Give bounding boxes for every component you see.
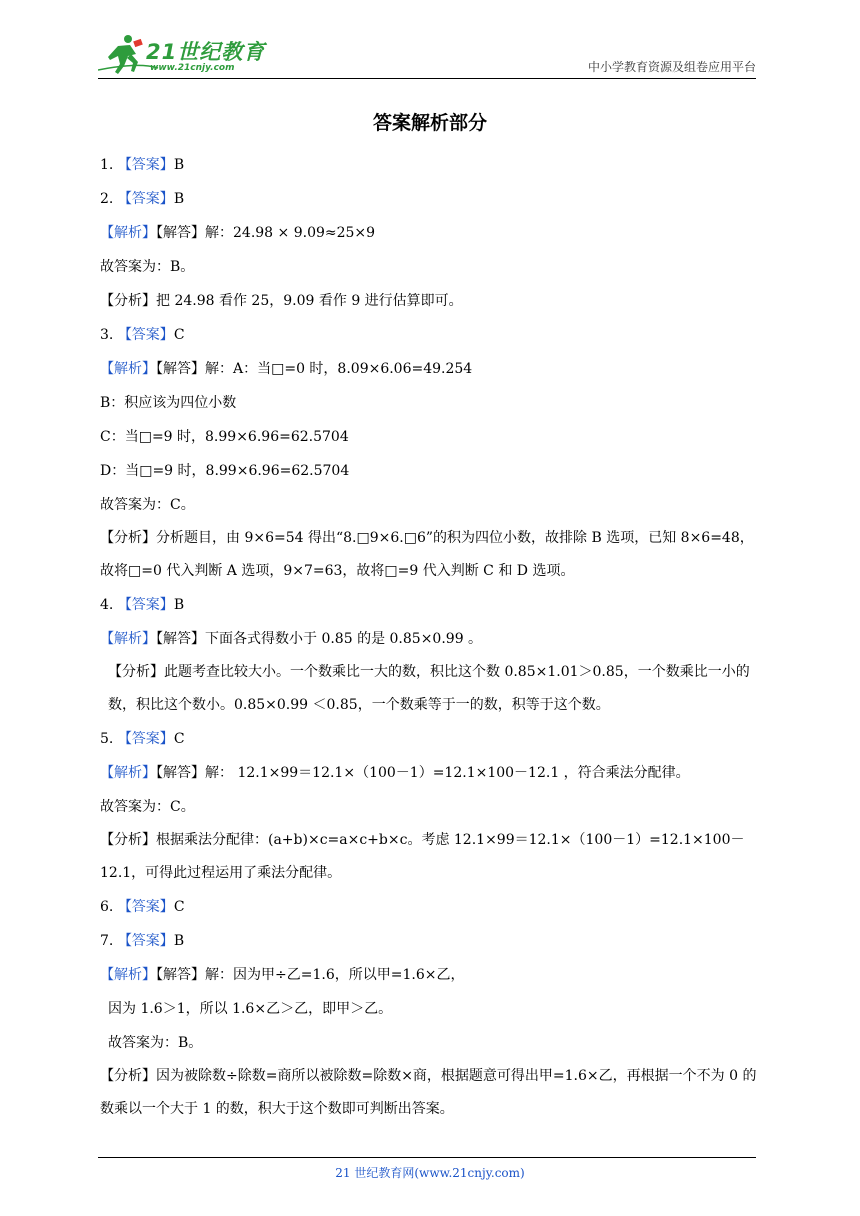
- jiexi-text: 【解答】下面各式得数小于 0.85 的是 0.85×0.99 。: [156, 631, 483, 647]
- q5-answer: [100, 722, 765, 756]
- answer-value: C: [173, 327, 185, 343]
- q3-analysis: 【分析】分析题目，由 9×6=54 得出“8.□9×6.□6”的积为四位小数，故排除 B 选项，已知 8×6=48，故将□=0 代入判断 A 选项，9×7=63，故将□=9 代入判断 C 和 D 选项。: [100, 530, 754, 579]
- q-number: 6.: [100, 899, 114, 915]
- q5-jiexi: [100, 756, 765, 790]
- jiexi-tag: 【解析】: [100, 361, 156, 377]
- answer-value: C: [173, 899, 185, 915]
- q-number: 5.: [100, 731, 114, 747]
- answer-content: [100, 148, 765, 1126]
- page-header: [98, 30, 756, 79]
- logo-text: 21世纪教育: [146, 40, 266, 64]
- answer-value: B: [173, 933, 185, 949]
- logo-url: www.21cnjy.com: [150, 63, 235, 73]
- q5-conclusion: 故答案为：C。: [100, 799, 195, 815]
- answer-value: B: [173, 597, 185, 613]
- answer-tag: 【答案】: [117, 899, 174, 915]
- q7-analysis: 【分析】因为被除数÷除数=商所以被除数=除数×商，根据题意可得出甲=1.6×乙，再根据一个不为 0 的数乘以一个大于 1 的数，积大于这个数即可判断出答案。: [100, 1068, 757, 1117]
- q3-jiexi: [100, 352, 765, 386]
- q-number: 3.: [100, 327, 114, 343]
- answer-tag: 【答案】: [117, 933, 174, 949]
- answer-tag: 【答案】: [117, 327, 174, 343]
- q2-conclusion: 故答案为：B。: [100, 259, 195, 275]
- page-footer[interactable]: 21 世纪教育网(www.21cnjy.com): [335, 1166, 525, 1180]
- q5-analysis: 【分析】根据乘法分配律：(a+b)×c=a×c+b×c。考虑 12.1×99＝12.1×（100－1）=12.1×100－12.1，可得此过程运用了乘法分配律。: [100, 832, 745, 881]
- q-number: 2.: [100, 191, 114, 207]
- answer-value: B: [173, 191, 185, 207]
- jiexi-text: 【解答】解： 12.1×99＝12.1×（100－1）=12.1×100－12.1 ，符合乘法分配律。: [156, 765, 690, 781]
- answer-value: C: [173, 731, 185, 747]
- jiexi-text: 【解答】解：24.98 × 9.09≈25×9: [156, 225, 376, 241]
- answer-tag: 【答案】: [117, 731, 174, 747]
- q2-jiexi: [100, 216, 765, 250]
- q-number: 7.: [100, 933, 114, 949]
- page-title: 答案解析部分: [372, 112, 487, 134]
- answer-value: B: [173, 157, 185, 173]
- q3-line-b: B：积应该为四位小数: [100, 395, 237, 411]
- footer-divider: [98, 1157, 756, 1158]
- jiexi-tag: 【解析】: [100, 631, 156, 647]
- q1-answer: [100, 148, 765, 182]
- q3-line-d: D：当□=9 时，8.99×6.96=62.5704: [100, 463, 350, 479]
- q2-analysis: 【分析】把 24.98 看作 25，9.09 看作 9 进行估算即可。: [100, 293, 463, 309]
- site-name: 中小学教育资源及组卷应用平台: [587, 60, 756, 74]
- jiexi-text: 【解答】解：A：当□=0 时，8.09×6.06=49.254: [156, 361, 473, 377]
- q2-answer: [100, 182, 765, 216]
- jiexi-text: 【解答】解：因为甲÷乙=1.6，所以甲=1.6×乙，: [156, 967, 465, 983]
- q7-conclusion: 故答案为：B。: [108, 1035, 203, 1051]
- q7-answer: [100, 924, 765, 958]
- q3-conclusion: 故答案为：C。: [100, 497, 195, 513]
- q3-answer: [100, 318, 765, 352]
- answer-tag: 【答案】: [117, 191, 174, 207]
- jiexi-tag: 【解析】: [100, 967, 156, 983]
- q7-jiexi: [100, 958, 765, 992]
- answer-tag: 【答案】: [117, 597, 174, 613]
- q3-line-c: C：当□=9 时，8.99×6.96=62.5704: [100, 429, 349, 445]
- q-number: 4.: [100, 597, 114, 613]
- q4-jiexi: [100, 622, 765, 656]
- answer-tag: 【答案】: [117, 157, 174, 173]
- q4-analysis: 【分析】此题考查比较大小。一个数乘比一大的数，积比这个数 0.85×1.01＞0.85，一个数乘比一小的数，积比这个数小。0.85×0.99 ＜0.85，一个数乘等于一的数，积等于这个数。: [108, 664, 750, 713]
- q7-line2: 因为 1.6＞1，所以 1.6×乙＞乙，即甲＞乙。: [108, 1001, 393, 1017]
- q6-answer: [100, 890, 765, 924]
- q4-answer: [100, 588, 765, 622]
- q-number: 1.: [100, 157, 114, 173]
- jiexi-tag: 【解析】: [100, 765, 156, 781]
- jiexi-tag: 【解析】: [100, 225, 156, 241]
